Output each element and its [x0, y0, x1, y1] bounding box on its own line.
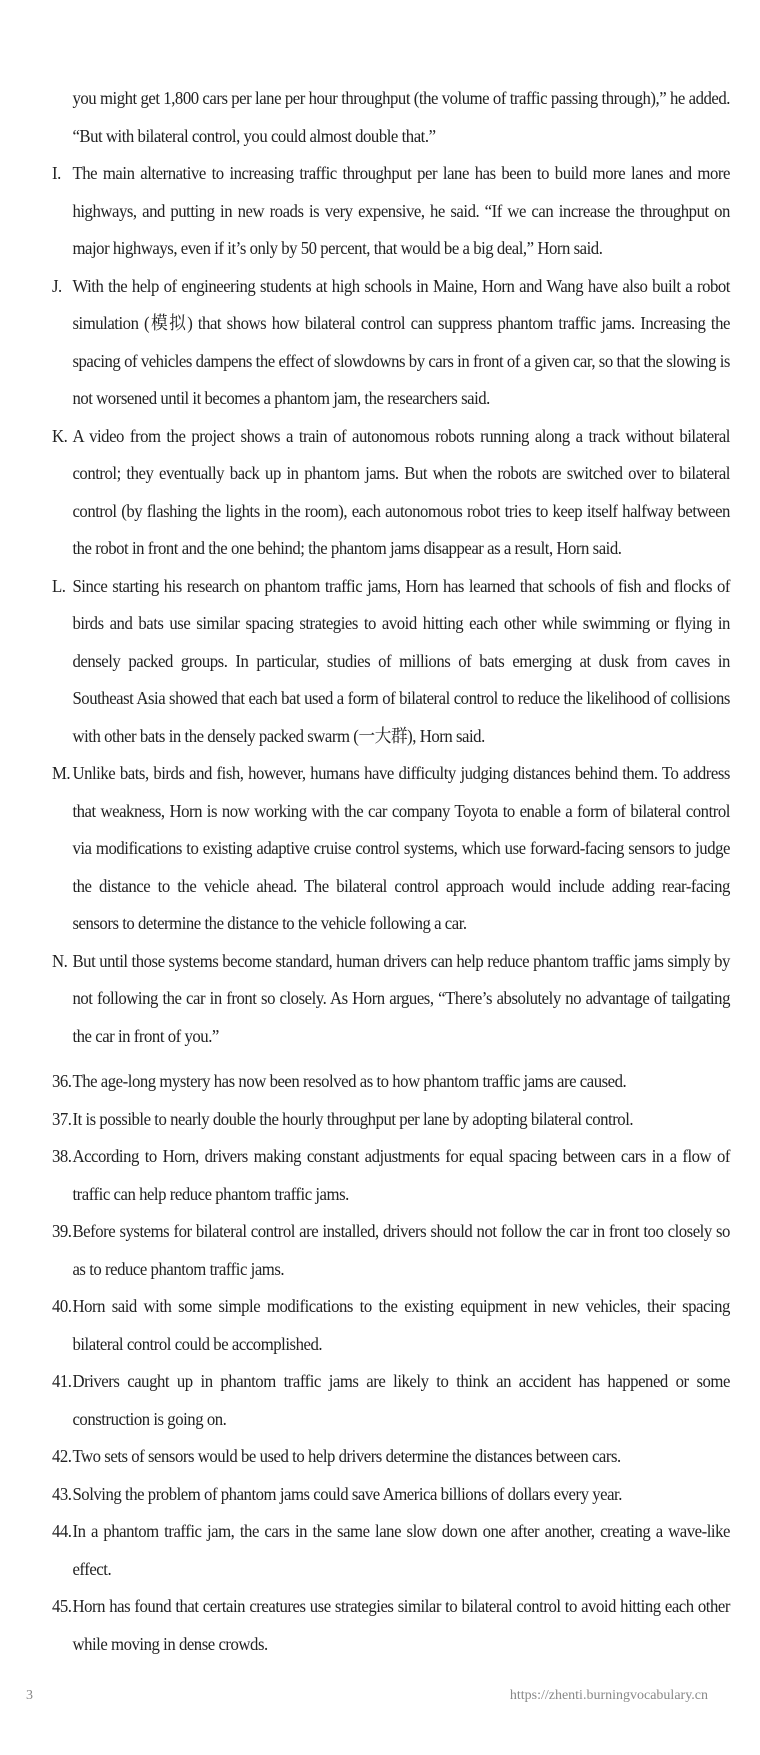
paragraph-text: Since starting his research on phantom traffic jams, Horn has learned that schools of fish and flocks of birds and bats use similar spacing strategies to avoid hitting each other while swimming or flying in densely packed groups. In particular, studies of millions of bats emerging at dusk from caves in Southeast Asia showed that each bat used a form of bilateral control to reduce the likelihood of collisions with other bats in the densely packed swarm (一大群), Horn said.: [72, 575, 730, 746]
question-text: Solving the problem of phantom jams could save America billions of dollars every year.: [72, 1483, 622, 1504]
question-text: The age-long mystery has now been resolved as to how phantom traffic jams are caused.: [72, 1071, 627, 1091]
question-39: [52, 1213, 730, 1288]
question-number: 44.: [52, 1521, 72, 1541]
source-url: https://zhenti.burningvocabulary.cn: [509, 1688, 708, 1703]
paragraph-i: [52, 155, 730, 268]
page-number: 3: [26, 1688, 33, 1703]
paragraph-label: M.: [52, 763, 71, 783]
question-36: [52, 1063, 730, 1101]
question-41: [52, 1363, 730, 1438]
question-number: 43.: [52, 1483, 72, 1504]
section-gap: [52, 1055, 710, 1063]
question-text: It is possible to nearly double the hourly throughput per lane by adopting bilateral control.: [72, 1108, 634, 1129]
question-text: Horn has found that certain creatures use strategies similar to bilateral control to avoid hitting each other while moving in dense crowds.: [72, 1596, 730, 1654]
paragraph-text: The main alternative to increasing traffic throughput per lane has been to build more lanes and more highways, and putting in new roads is very expensive, he said. “If we can increase the throughput on major highways, even if it’s only by 50 percent, that would be a big deal,” Horn said.: [72, 163, 730, 258]
question-number: 41.: [52, 1371, 72, 1391]
intro-text: you might get 1,800 cars per lane per hour throughput (the volume of traffic passing through),” he added. “But with bilateral control, you could almost double that.”: [72, 88, 730, 146]
question-number: 37.: [52, 1108, 72, 1129]
paragraph-text: But until those systems become standard, human drivers can help reduce phantom traffic jams simply by not following the car in front so closely. As Horn argues, “There’s absolutely no advantage of tailgating the car in front of you.”: [72, 950, 730, 1046]
paragraph-text: With the help of engineering students at high schools in Maine, Horn and Wang have also built a robot simulation (模拟) that shows how bilateral control can suppress phantom traffic jams. Increasing the spacing of vehicles dampens the effect of slowdowns by cars in front of a given car, so that the slowing is not worsened until it becomes a phantom jam, the researchers said.: [72, 275, 730, 408]
paragraph-label: I.: [52, 163, 61, 183]
question-text: In a phantom traffic jam, the cars in the same lane slow down one after another, creating a wave-like effect.: [72, 1521, 730, 1579]
question-number: 45.: [52, 1596, 72, 1616]
question-number: 40.: [52, 1296, 72, 1316]
article-body: [52, 80, 730, 1663]
paragraph-label: L.: [52, 575, 66, 596]
question-number: 38.: [52, 1146, 72, 1166]
paragraph-text: Unlike bats, birds and fish, however, humans have difficulty judging distances behind them. To address that weakness, Horn is now working with the car company Toyota to enable a form of bilateral control via modifications to existing adaptive cruise control systems, which use forward-facing sensors to judge the distance to the vehicle ahead. The bilateral control approach would include adding rear-facing sensors to determine the distance to the vehicle following a car.: [72, 763, 730, 933]
question-number: 42.: [52, 1446, 72, 1466]
question-40: [52, 1288, 730, 1363]
paragraph-j: [52, 268, 730, 418]
paragraph-l: [52, 568, 730, 756]
question-37: [52, 1101, 730, 1139]
question-43: [52, 1476, 730, 1514]
question-text: Before systems for bilateral control are installed, drivers should not follow the car in front too closely so as to reduce phantom traffic jams.: [72, 1221, 730, 1279]
paragraph-m: [52, 755, 730, 943]
question-42: [52, 1438, 730, 1476]
question-44: [52, 1513, 730, 1588]
paragraph-label: K.: [52, 425, 68, 446]
paragraph-n: [52, 943, 730, 1056]
paragraph-k: [52, 418, 730, 568]
question-number: 39.: [52, 1221, 72, 1241]
paragraph-text: A video from the project shows a train of autonomous robots running along a track without bilateral control; they eventually back up in phantom jams. But when the robots are switched over to bilateral control (by flashing the lights in the room), each autonomous robot tries to keep itself halfway between the robot in front and the one behind; the phantom jams disappear as a result, Horn said.: [72, 425, 730, 558]
question-38: [52, 1138, 730, 1213]
paragraph-label: J.: [52, 275, 62, 296]
question-text: Two sets of sensors would be used to help drivers determine the distances between cars.: [72, 1446, 621, 1466]
paragraph-label: N.: [52, 950, 68, 971]
question-45: [52, 1588, 730, 1663]
question-text: According to Horn, drivers making constant adjustments for equal spacing between cars in a flow of traffic can help reduce phantom traffic jams.: [72, 1146, 730, 1204]
question-text: Horn said with some simple modifications to the existing equipment in new vehicles, their spacing bilateral control could be accomplished.: [72, 1296, 730, 1354]
question-number: 36.: [52, 1071, 72, 1091]
question-text: Drivers caught up in phantom traffic jams are likely to think an accident has happened or some construction is going on.: [72, 1371, 730, 1429]
intro-paragraph: [52, 80, 730, 155]
